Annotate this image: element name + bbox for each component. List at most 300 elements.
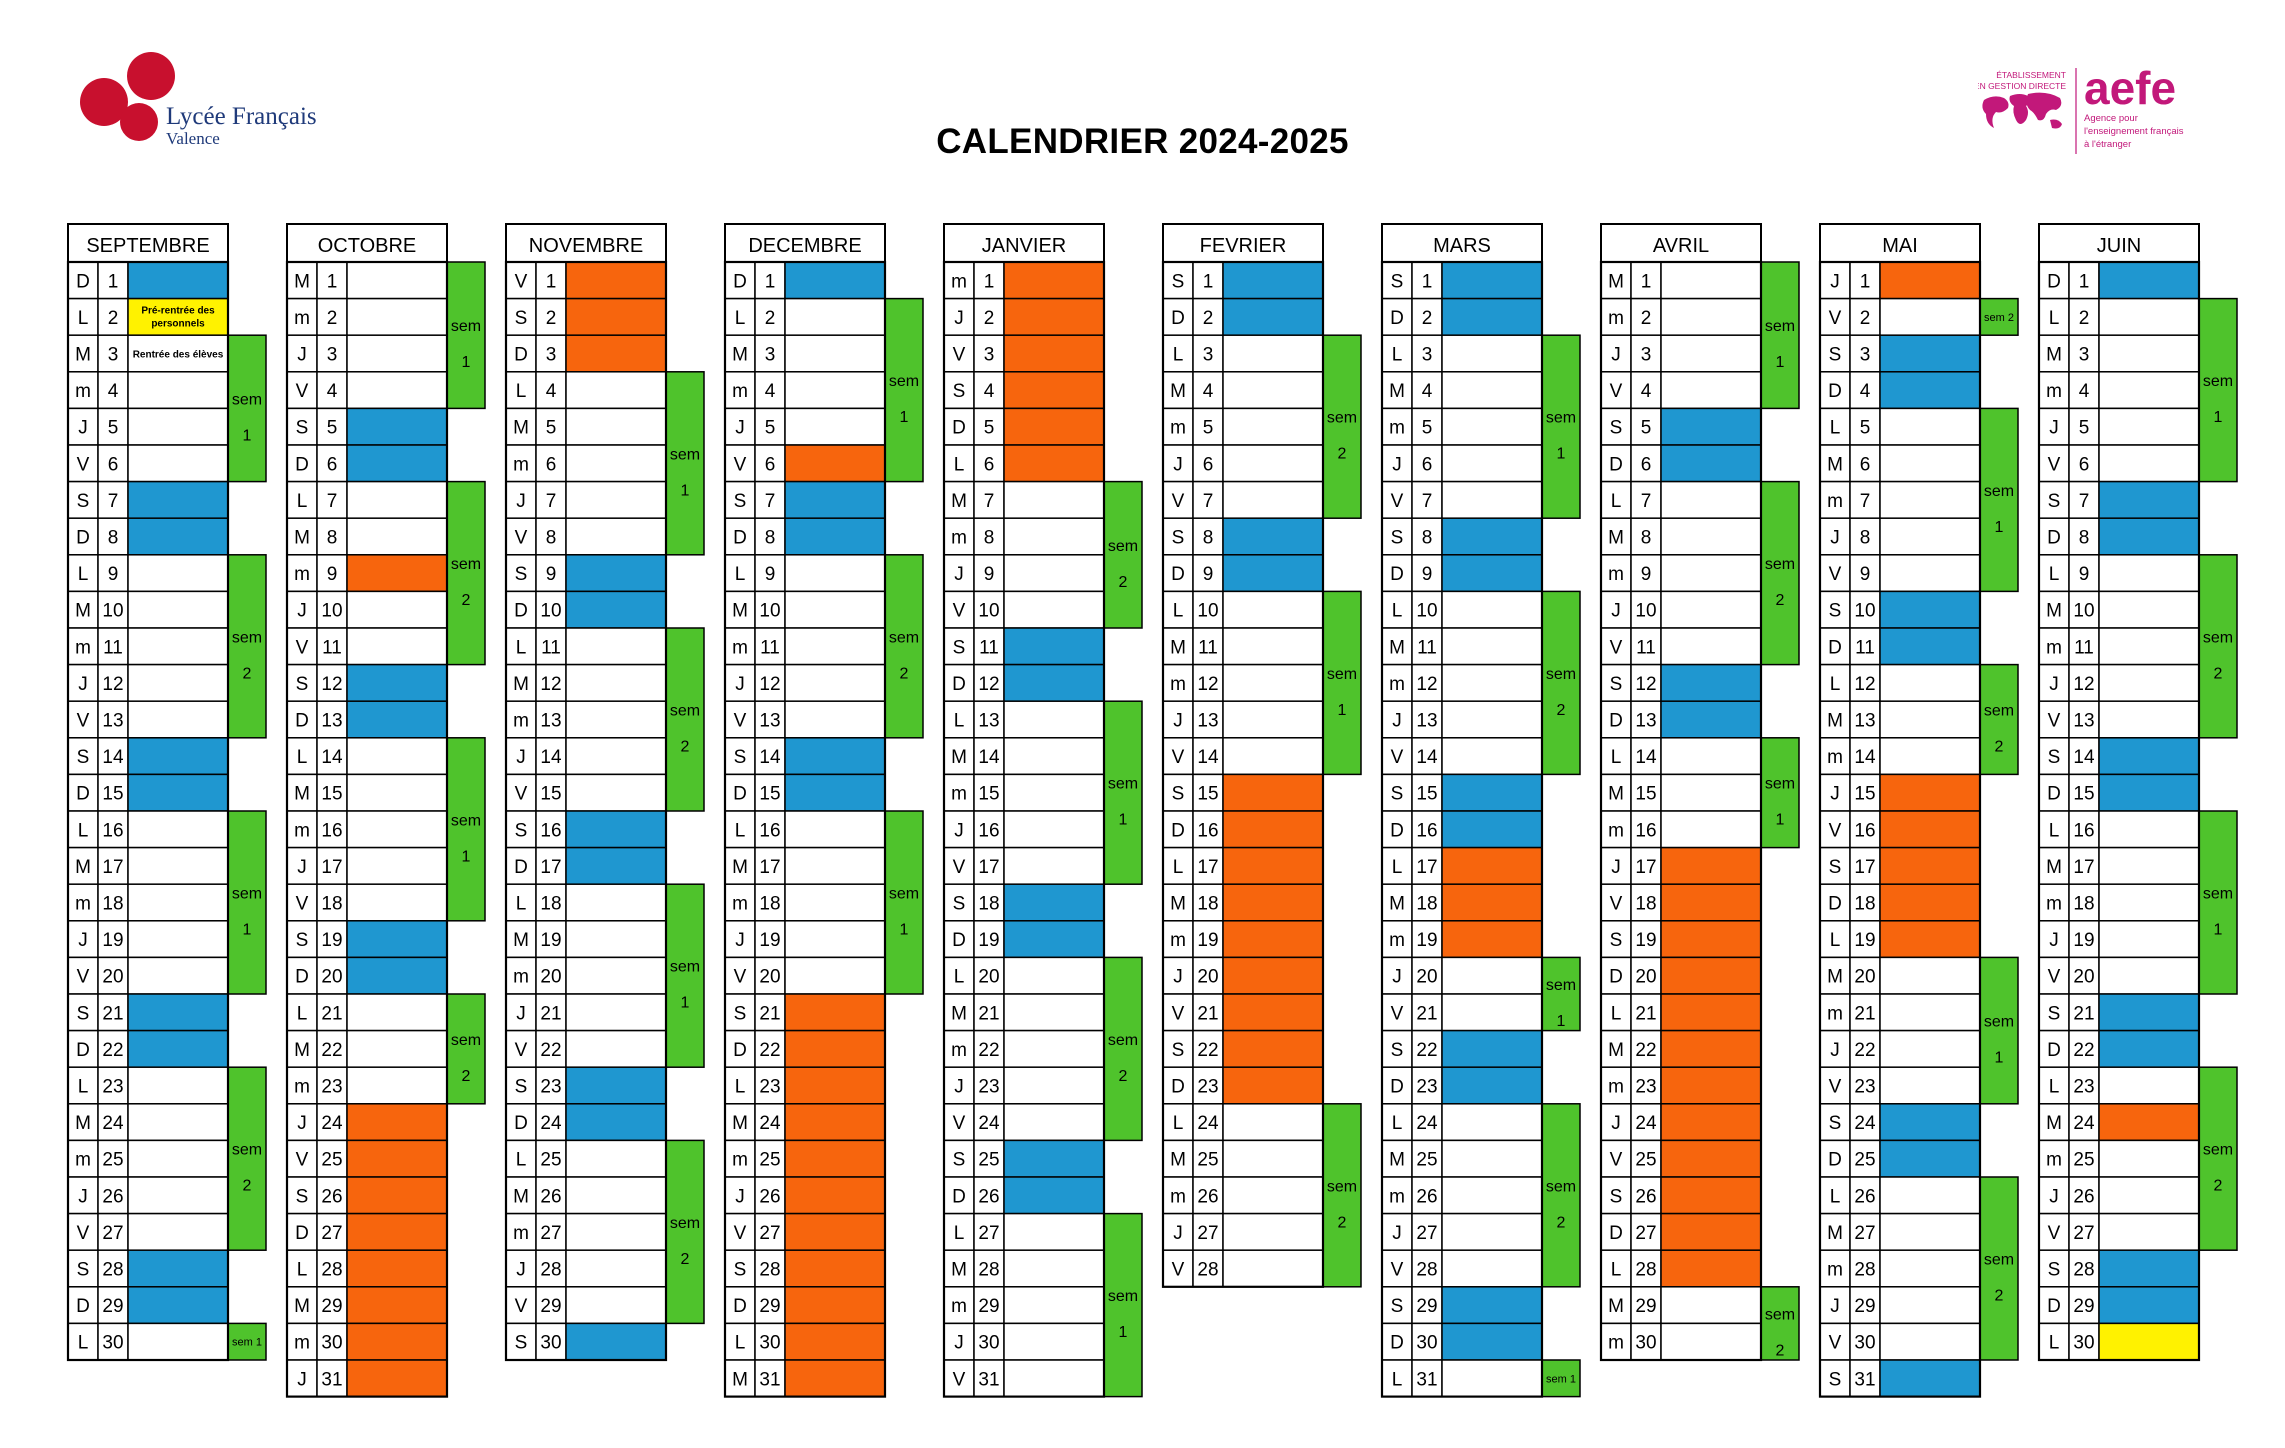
day-number: 13 bbox=[540, 710, 562, 732]
day-color-cell bbox=[1661, 921, 1761, 958]
day-number: 17 bbox=[1416, 856, 1438, 878]
aefe-tagline-3: à l'étranger bbox=[2084, 139, 2132, 150]
day-number: 25 bbox=[759, 1149, 781, 1171]
weekday-letter: M bbox=[513, 673, 529, 695]
day-color-cell bbox=[1661, 555, 1761, 592]
day-number: 10 bbox=[540, 600, 562, 622]
day-number: 7 bbox=[326, 490, 338, 512]
day-number: 16 bbox=[1854, 820, 1876, 842]
day-color-cell bbox=[1004, 1287, 1104, 1324]
day-color-cell bbox=[1223, 665, 1323, 702]
sem-block bbox=[1980, 1177, 2018, 1360]
day-number: 12 bbox=[1854, 673, 1876, 695]
weekday-letter: D bbox=[295, 966, 309, 988]
weekday-letter: D bbox=[1828, 1149, 1842, 1171]
weekday-letter: m bbox=[294, 1076, 310, 1098]
day-color-cell bbox=[2099, 1104, 2199, 1141]
weekday-letter: J bbox=[1830, 783, 1840, 805]
day-color-cell bbox=[347, 591, 447, 628]
day-row bbox=[725, 299, 885, 336]
day-number: 4 bbox=[983, 381, 995, 403]
day-number: 6 bbox=[1640, 454, 1652, 476]
day-color-cell bbox=[1004, 921, 1104, 958]
day-number: 1 bbox=[1640, 271, 1652, 293]
weekday-letter: D bbox=[514, 600, 528, 622]
weekday-letter: M bbox=[732, 1113, 748, 1135]
day-color-cell bbox=[1223, 299, 1323, 336]
weekday-letter: m bbox=[1389, 930, 1405, 952]
weekday-letter: m bbox=[1389, 1186, 1405, 1208]
weekday-letter: J bbox=[1611, 856, 1621, 878]
weekday-letter: J bbox=[297, 600, 307, 622]
weekday-letter: L bbox=[515, 381, 527, 403]
weekday-letter: D bbox=[1609, 710, 1623, 732]
sem-number: 2 bbox=[2213, 1177, 2223, 1195]
weekday-letter: S bbox=[514, 1332, 528, 1354]
weekday-letter: D bbox=[2047, 271, 2061, 293]
weekday-letter: V bbox=[76, 966, 90, 988]
day-number: 3 bbox=[983, 344, 995, 366]
day-color-cell bbox=[347, 738, 447, 775]
day-color-cell bbox=[1004, 665, 1104, 702]
weekday-letter: L bbox=[1172, 344, 1184, 366]
day-number: 8 bbox=[764, 527, 776, 549]
day-number: 29 bbox=[1416, 1296, 1438, 1318]
weekday-letter: D bbox=[733, 1039, 747, 1061]
weekday-letter: V bbox=[1828, 307, 1842, 329]
day-number: 26 bbox=[759, 1186, 781, 1208]
day-row bbox=[287, 1031, 447, 1068]
day-number: 23 bbox=[2073, 1076, 2095, 1098]
day-number: 18 bbox=[321, 893, 343, 915]
weekday-letter: m bbox=[75, 637, 91, 659]
sem-number: 1 bbox=[1556, 445, 1566, 463]
day-row bbox=[506, 262, 666, 299]
day-row bbox=[506, 628, 666, 665]
day-row bbox=[1163, 1214, 1323, 1251]
weekday-letter: D bbox=[295, 454, 309, 476]
day-color-cell bbox=[785, 1214, 885, 1251]
day-color-cell bbox=[2099, 811, 2199, 848]
day-color-cell bbox=[1880, 299, 1980, 336]
day-row bbox=[1820, 262, 1980, 299]
sem-label: sem bbox=[450, 318, 482, 336]
day-row bbox=[1382, 628, 1542, 665]
day-number: 17 bbox=[102, 856, 124, 878]
sem-label: sem bbox=[450, 812, 482, 830]
day-row bbox=[506, 738, 666, 775]
month-name: NOVEMBRE bbox=[528, 235, 644, 257]
month-name: OCTOBRE bbox=[317, 235, 417, 257]
weekday-letter: S bbox=[1828, 1113, 1842, 1135]
day-row bbox=[1382, 1177, 1542, 1214]
day-row bbox=[1163, 335, 1323, 372]
weekday-letter: m bbox=[1170, 1186, 1186, 1208]
day-row bbox=[944, 555, 1104, 592]
day-color-cell bbox=[566, 445, 666, 482]
weekday-letter: L bbox=[2048, 564, 2060, 586]
day-color-cell bbox=[785, 994, 885, 1031]
day-color-cell bbox=[785, 665, 885, 702]
day-number: 25 bbox=[540, 1149, 562, 1171]
day-number: 3 bbox=[326, 344, 338, 366]
day-number: 30 bbox=[102, 1332, 124, 1354]
day-number: 29 bbox=[1854, 1296, 1876, 1318]
day-number: 19 bbox=[1854, 930, 1876, 952]
weekday-letter: D bbox=[76, 271, 90, 293]
weekday-letter: J bbox=[954, 1332, 964, 1354]
sem-number: 1 bbox=[461, 848, 471, 866]
day-color-cell bbox=[785, 372, 885, 409]
day-color-cell bbox=[2099, 957, 2199, 994]
day-number: 24 bbox=[2073, 1113, 2095, 1135]
day-row bbox=[287, 921, 447, 958]
day-row bbox=[1382, 921, 1542, 958]
day-row bbox=[506, 848, 666, 885]
day-number: 5 bbox=[1202, 417, 1214, 439]
day-number: 19 bbox=[321, 930, 343, 952]
day-row bbox=[506, 445, 666, 482]
weekday-letter: L bbox=[1829, 417, 1841, 439]
day-number: 15 bbox=[102, 783, 124, 805]
day-row bbox=[287, 1067, 447, 1104]
day-color-cell bbox=[1661, 774, 1761, 811]
weekday-letter: J bbox=[735, 930, 745, 952]
day-color-cell bbox=[1661, 957, 1761, 994]
day-color-cell bbox=[1442, 1104, 1542, 1141]
day-row bbox=[506, 408, 666, 445]
day-number: 20 bbox=[1635, 966, 1657, 988]
day-color-cell bbox=[347, 1214, 447, 1251]
day-color-cell bbox=[785, 299, 885, 336]
day-color-cell bbox=[128, 774, 228, 811]
weekday-letter: D bbox=[733, 527, 747, 549]
weekday-letter: L bbox=[296, 747, 308, 769]
day-row bbox=[1820, 994, 1980, 1031]
day-number: 31 bbox=[1854, 1369, 1876, 1391]
weekday-letter: S bbox=[1609, 673, 1623, 695]
day-number: 16 bbox=[540, 820, 562, 842]
day-row bbox=[944, 811, 1104, 848]
day-number: 5 bbox=[2078, 417, 2090, 439]
day-number: 2 bbox=[1421, 307, 1433, 329]
day-row bbox=[287, 1323, 447, 1360]
weekday-letter: V bbox=[1828, 820, 1842, 842]
day-row bbox=[2039, 738, 2199, 775]
weekday-letter: M bbox=[1170, 381, 1186, 403]
day-row bbox=[1820, 482, 1980, 519]
month-octobre bbox=[287, 224, 485, 1397]
day-color-cell bbox=[1223, 884, 1323, 921]
day-number: 14 bbox=[102, 747, 124, 769]
weekday-letter: S bbox=[952, 1149, 966, 1171]
day-color-cell bbox=[1880, 1104, 1980, 1141]
day-row bbox=[1601, 1031, 1761, 1068]
weekday-letter: D bbox=[1609, 454, 1623, 476]
day-color-cell bbox=[1880, 1214, 1980, 1251]
weekday-letter: D bbox=[514, 1113, 528, 1135]
weekday-letter: m bbox=[294, 1332, 310, 1354]
sem-number: 2 bbox=[680, 1250, 690, 1268]
day-number: 18 bbox=[1635, 893, 1657, 915]
day-number: 21 bbox=[1416, 1003, 1438, 1025]
day-color-cell bbox=[1661, 372, 1761, 409]
day-color-cell bbox=[1442, 884, 1542, 921]
day-color-cell bbox=[347, 665, 447, 702]
day-row bbox=[68, 811, 228, 848]
day-row bbox=[2039, 591, 2199, 628]
weekday-letter: m bbox=[951, 527, 967, 549]
sem-number: 2 bbox=[1994, 738, 2004, 756]
weekday-letter: J bbox=[1611, 1113, 1621, 1135]
day-number: 21 bbox=[1197, 1003, 1219, 1025]
day-row bbox=[1163, 994, 1323, 1031]
weekday-letter: S bbox=[514, 307, 528, 329]
day-row bbox=[1601, 701, 1761, 738]
day-color-cell bbox=[128, 994, 228, 1031]
day-number: 9 bbox=[2078, 564, 2090, 586]
weekday-letter: S bbox=[295, 673, 309, 695]
day-color-cell bbox=[347, 701, 447, 738]
day-row bbox=[1601, 884, 1761, 921]
day-color-cell bbox=[2099, 994, 2199, 1031]
day-row bbox=[1382, 957, 1542, 994]
weekday-letter: L bbox=[734, 1076, 746, 1098]
day-row bbox=[944, 482, 1104, 519]
weekday-letter: L bbox=[734, 564, 746, 586]
day-row bbox=[944, 1214, 1104, 1251]
day-row bbox=[725, 921, 885, 958]
day-row bbox=[725, 1214, 885, 1251]
day-number: 4 bbox=[2078, 381, 2090, 403]
day-number: 4 bbox=[107, 381, 119, 403]
sem-block bbox=[1980, 665, 2018, 775]
day-color-cell bbox=[1661, 1031, 1761, 1068]
day-number: 27 bbox=[1197, 1222, 1219, 1244]
day-color-cell bbox=[1223, 1067, 1323, 1104]
day-row bbox=[287, 372, 447, 409]
day-number: 13 bbox=[2073, 710, 2095, 732]
day-color-cell bbox=[1004, 1323, 1104, 1360]
day-color-cell bbox=[1004, 774, 1104, 811]
day-row bbox=[68, 701, 228, 738]
day-number: 2 bbox=[545, 307, 557, 329]
day-row bbox=[287, 884, 447, 921]
day-number: 3 bbox=[107, 344, 119, 366]
weekday-letter: L bbox=[734, 307, 746, 329]
day-number: 9 bbox=[1202, 564, 1214, 586]
day-row bbox=[944, 701, 1104, 738]
sem-label: sem bbox=[1764, 556, 1796, 574]
weekday-letter: J bbox=[1392, 454, 1402, 476]
weekday-letter: D bbox=[1171, 1076, 1185, 1098]
day-row bbox=[1163, 848, 1323, 885]
weekday-letter: L bbox=[515, 893, 527, 915]
weekday-letter: D bbox=[76, 1039, 90, 1061]
weekday-letter: M bbox=[513, 1186, 529, 1208]
month-name: JUIN bbox=[2096, 235, 2142, 257]
day-row bbox=[2039, 1177, 2199, 1214]
day-number: 28 bbox=[978, 1259, 1000, 1281]
day-row bbox=[68, 1250, 228, 1287]
weekday-letter: m bbox=[75, 893, 91, 915]
day-row bbox=[1382, 299, 1542, 336]
sem-number: 2 bbox=[1556, 701, 1566, 719]
weekday-letter: M bbox=[1389, 1149, 1405, 1171]
day-color-cell bbox=[128, 408, 228, 445]
day-number: 8 bbox=[545, 527, 557, 549]
weekday-letter: D bbox=[1390, 564, 1404, 586]
day-color-cell bbox=[1223, 1104, 1323, 1141]
day-row bbox=[725, 848, 885, 885]
sem-label: sem bbox=[2202, 1141, 2234, 1159]
day-row bbox=[1820, 1067, 1980, 1104]
day-number: 11 bbox=[103, 637, 123, 659]
sem-number: 1 bbox=[242, 921, 252, 939]
day-number: 7 bbox=[1202, 490, 1214, 512]
weekday-letter: m bbox=[294, 307, 310, 329]
day-row bbox=[1820, 408, 1980, 445]
weekday-letter: M bbox=[1389, 637, 1405, 659]
day-row bbox=[287, 1287, 447, 1324]
day-row bbox=[506, 1214, 666, 1251]
weekday-letter: L bbox=[1391, 344, 1403, 366]
day-color-cell bbox=[1661, 445, 1761, 482]
day-number: 28 bbox=[759, 1259, 781, 1281]
month-mars bbox=[1382, 224, 1580, 1397]
day-row bbox=[944, 372, 1104, 409]
weekday-letter: M bbox=[1608, 783, 1624, 805]
day-color-cell bbox=[128, 591, 228, 628]
day-number: 23 bbox=[978, 1076, 1000, 1098]
day-row bbox=[506, 591, 666, 628]
day-number: 9 bbox=[983, 564, 995, 586]
weekday-letter: S bbox=[733, 747, 747, 769]
day-color-cell bbox=[2099, 1323, 2199, 1360]
day-number: 24 bbox=[759, 1113, 781, 1135]
weekday-letter: L bbox=[2048, 1332, 2060, 1354]
day-color-cell bbox=[347, 1031, 447, 1068]
day-number: 30 bbox=[978, 1332, 1000, 1354]
day-number: 23 bbox=[1635, 1076, 1657, 1098]
day-row bbox=[287, 701, 447, 738]
sem-label: sem bbox=[1983, 1251, 2015, 1269]
day-number: 9 bbox=[326, 564, 338, 586]
day-number: 6 bbox=[326, 454, 338, 476]
day-number: 29 bbox=[759, 1296, 781, 1318]
weekday-letter: D bbox=[514, 856, 528, 878]
weekday-letter: L bbox=[1829, 673, 1841, 695]
day-row bbox=[725, 372, 885, 409]
weekday-letter: V bbox=[1171, 747, 1185, 769]
day-color-cell bbox=[1004, 1140, 1104, 1177]
day-color-cell bbox=[347, 408, 447, 445]
day-number: 23 bbox=[1854, 1076, 1876, 1098]
day-number: 14 bbox=[2073, 747, 2095, 769]
weekday-letter: m bbox=[1608, 307, 1624, 329]
weekday-letter: J bbox=[954, 564, 964, 586]
weekday-letter: V bbox=[2047, 710, 2061, 732]
day-row bbox=[1820, 811, 1980, 848]
day-color-cell bbox=[2099, 1177, 2199, 1214]
day-row bbox=[1820, 372, 1980, 409]
day-row bbox=[1601, 445, 1761, 482]
day-number: 19 bbox=[1416, 930, 1438, 952]
day-number: 25 bbox=[102, 1149, 124, 1171]
day-number: 2 bbox=[326, 307, 338, 329]
day-color-cell bbox=[1004, 482, 1104, 519]
month-mai bbox=[1820, 224, 2018, 1397]
day-number: 14 bbox=[1416, 747, 1438, 769]
day-color-cell bbox=[785, 335, 885, 372]
day-row bbox=[1163, 555, 1323, 592]
day-number: 25 bbox=[978, 1149, 1000, 1171]
day-color-cell bbox=[566, 591, 666, 628]
day-row bbox=[68, 1323, 228, 1360]
weekday-letter: L bbox=[953, 966, 965, 988]
day-number: 16 bbox=[1416, 820, 1438, 842]
day-number: 3 bbox=[545, 344, 557, 366]
day-color-cell bbox=[347, 299, 447, 336]
day-row bbox=[1820, 774, 1980, 811]
logo-name: Lycée Français bbox=[166, 103, 317, 130]
weekday-letter: S bbox=[1390, 1039, 1404, 1061]
day-row bbox=[506, 1104, 666, 1141]
day-color-cell bbox=[1880, 1031, 1980, 1068]
day-row bbox=[2039, 1323, 2199, 1360]
weekday-letter: S bbox=[733, 1003, 747, 1025]
day-color-cell bbox=[1880, 555, 1980, 592]
day-number: 21 bbox=[1635, 1003, 1657, 1025]
day-color-cell bbox=[1223, 262, 1323, 299]
day-row bbox=[1601, 774, 1761, 811]
sem-label: sem bbox=[669, 958, 701, 976]
weekday-letter: m bbox=[732, 1149, 748, 1171]
weekday-letter: J bbox=[78, 930, 88, 952]
day-number: 21 bbox=[1854, 1003, 1876, 1025]
day-number: 4 bbox=[1202, 381, 1214, 403]
day-number: 20 bbox=[321, 966, 343, 988]
sem-number: 1 bbox=[242, 427, 252, 445]
weekday-letter: m bbox=[2046, 1149, 2062, 1171]
weekday-letter: J bbox=[1173, 1222, 1183, 1244]
day-row bbox=[287, 591, 447, 628]
day-number: 17 bbox=[2073, 856, 2095, 878]
day-row bbox=[2039, 774, 2199, 811]
day-color-cell bbox=[785, 774, 885, 811]
day-number: 5 bbox=[1640, 417, 1652, 439]
day-row bbox=[1382, 408, 1542, 445]
day-color-cell bbox=[2099, 372, 2199, 409]
sem-label: sem bbox=[1983, 702, 2015, 720]
day-color-cell bbox=[566, 1067, 666, 1104]
day-color-cell bbox=[1442, 921, 1542, 958]
weekday-letter: S bbox=[1171, 271, 1185, 293]
day-number: 2 bbox=[2078, 307, 2090, 329]
day-color-cell bbox=[2099, 555, 2199, 592]
day-row bbox=[725, 738, 885, 775]
day-number: 10 bbox=[1416, 600, 1438, 622]
sem-number: 2 bbox=[1775, 592, 1785, 610]
day-number: 22 bbox=[540, 1039, 562, 1061]
day-row bbox=[1163, 591, 1323, 628]
day-row bbox=[725, 1031, 885, 1068]
weekday-letter: J bbox=[78, 417, 88, 439]
sem-label: sem bbox=[1764, 1306, 1796, 1324]
day-row bbox=[1382, 335, 1542, 372]
day-number: 25 bbox=[2073, 1149, 2095, 1171]
day-color-cell bbox=[2099, 591, 2199, 628]
